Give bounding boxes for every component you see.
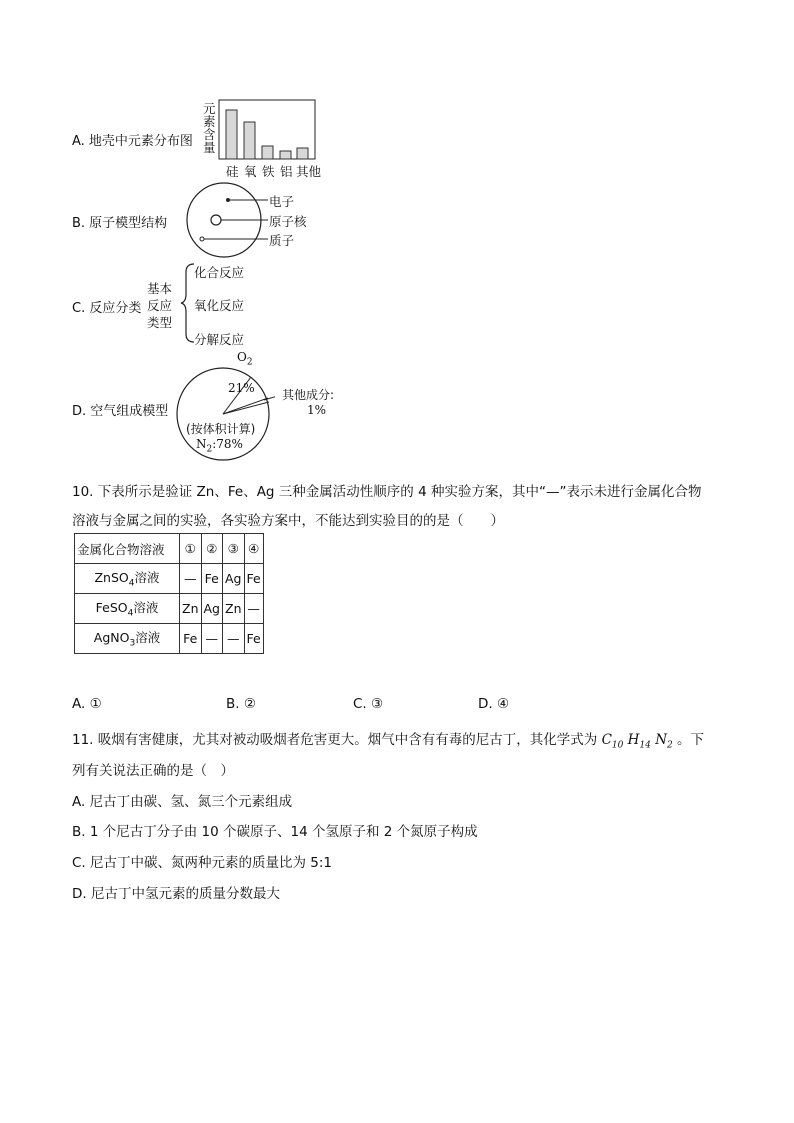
pie-n2-label: $N_2:78\%$ (196, 437, 243, 455)
table-cell: — (223, 624, 245, 654)
bar-other (297, 148, 308, 159)
q11-text: 11. 吸烟有害健康，尤其对被动吸烟者危害更大。烟气中含有有毒的尼古丁，其化学式为 (72, 732, 598, 748)
reaction-type: 化合反应 (194, 265, 245, 280)
table-cell: Fe (244, 564, 263, 594)
pie-o2-percent: 21% (228, 381, 255, 395)
atom-label-nucleus: 原子核 (269, 214, 307, 229)
q10-text-line1: 10. 下表所示是验证 Zn、Fe、Ag 三种金属活动性顺序的 4 种实验方案，其中“—”表示未进行金属化合物 (72, 484, 702, 500)
table-cell: — (180, 564, 202, 594)
table-header-cell: ③ (223, 534, 245, 564)
q9-option-a-label: A. 地壳中元素分布图 (72, 134, 193, 149)
q11-text-line2: 列有关说法正确的是（ ） (72, 763, 234, 779)
bar-iron (262, 146, 273, 159)
table-cell: Ag (223, 564, 245, 594)
pie-other-label: 其他成分: (282, 388, 335, 402)
reaction-group-label: 基本反应类型 (147, 281, 173, 330)
solution-name: ZnSO$_4$溶液 (75, 564, 180, 594)
q10-option-d: D. ④ (478, 696, 510, 712)
table-header-row (75, 534, 264, 564)
table-cell: Fe (180, 624, 202, 654)
table-header-cell: ② (201, 534, 223, 564)
pie-o2-label: $O_2$ (237, 350, 253, 368)
q9-option-b-label: B. 原子模型结构 (72, 216, 168, 231)
q10-text-line2: 溶液与金属之间的实验，各实验方案中，不能达到实验目的的是（ ） (72, 513, 504, 529)
q9-option-d-label: D. 空气组成模型 (72, 404, 169, 419)
bar-category: 其他 (296, 164, 322, 179)
atom-label-electron: 电子 (269, 194, 295, 209)
reaction-type: 分解反应 (194, 332, 245, 347)
table-cell: Fe (244, 624, 263, 654)
table-header-cell: ① (180, 534, 202, 564)
solution-name: AgNO$_3$溶液 (75, 624, 180, 654)
q11-text-end: 。下 (677, 732, 705, 748)
q11-option-a: A. 尼古丁由碳、氢、氮三个元素组成 (72, 794, 293, 810)
element-distribution-bar-chart (218, 99, 318, 161)
bar-silicon (226, 110, 237, 159)
table-cell: Fe (201, 564, 223, 594)
table-cell: — (244, 594, 263, 624)
table-cell: — (201, 624, 223, 654)
table-row (75, 594, 264, 624)
table-row (75, 624, 264, 654)
metal-activity-table (74, 533, 264, 654)
q11-text-line1 (72, 728, 704, 751)
pie-note: (按体积计算) (186, 422, 256, 436)
bar-category: 氧 (244, 164, 257, 179)
pie-other-percent: 1% (307, 403, 327, 417)
solution-name: FeSO$_4$溶液 (75, 594, 180, 624)
q11-option-c: C. 尼古丁中碳、氮两种元素的质量比为 5:1 (72, 855, 333, 871)
q10-option-c: C. ③ (353, 696, 384, 712)
q10-option-b: B. ② (226, 696, 256, 712)
q9-option-c-label: C. 反应分类 (72, 301, 142, 316)
table-cell: Zn (180, 594, 202, 624)
bar-oxygen (244, 122, 255, 159)
table-cell: Ag (201, 594, 223, 624)
table-header-cell: ④ (244, 534, 263, 564)
atom-label-proton: 质子 (269, 233, 295, 248)
bar-aluminum (280, 151, 291, 159)
reaction-type: 氧化反应 (194, 298, 245, 313)
table-cell: Zn (223, 594, 245, 624)
bar-chart-ylabel: 元素含量 (203, 101, 216, 155)
table-row (75, 564, 264, 594)
nicotine-formula: $C_{10}$ $H_{14}$ $N_2$ (601, 732, 673, 751)
bar-category: 硅 (226, 164, 239, 179)
q10-option-a: A. ① (72, 696, 102, 712)
q11-option-d: D. 尼古丁中氢元素的质量分数最大 (72, 886, 280, 902)
q11-option-b: B. 1 个尼古丁分子由 10 个碳原子、14 个氢原子和 2 个氮原子构成 (72, 824, 478, 840)
atom-model-diagram (170, 182, 270, 262)
bar-category: 铝 (280, 164, 293, 179)
bar-category: 铁 (262, 164, 275, 179)
table-header-cell: 金属化合物溶液 (75, 534, 180, 564)
